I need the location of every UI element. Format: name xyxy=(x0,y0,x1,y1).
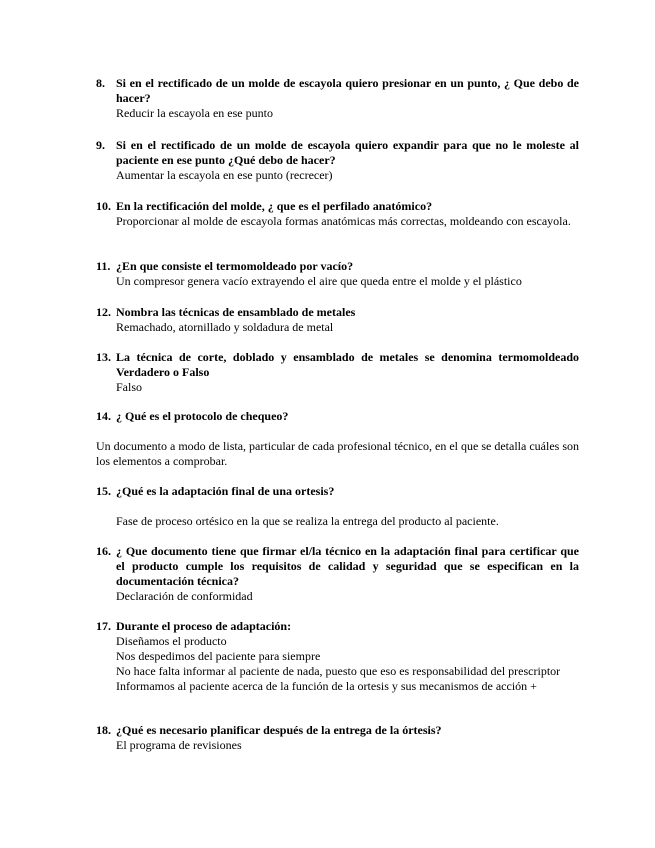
answer-text: El programa de revisiones xyxy=(116,738,242,752)
question-number: 16. xyxy=(96,544,111,558)
question-text: ¿Qué es la adaptación final de una ortesis? xyxy=(116,484,335,498)
question-text: Durante el proceso de adaptación: xyxy=(116,619,292,633)
question-number: 14. xyxy=(96,409,111,423)
answer-text: Aumentar la escayola en ese punto (recrecer) xyxy=(116,168,333,182)
question-item xyxy=(96,305,579,335)
answer-text: Remachado, atornillado y soldadura de metal xyxy=(116,320,334,334)
question-number: 18. xyxy=(96,723,111,737)
question-item xyxy=(96,259,579,289)
answer-text: Declaración de conformidad xyxy=(116,589,253,603)
question-text: ¿En que consiste el termomoldeado por vacío? xyxy=(116,259,354,273)
answer-text: Fase de proceso ortésico en la que se realiza la entrega del producto al paciente. xyxy=(116,514,499,528)
option-item: Informamos al paciente acerca de la función de la ortesis y sus mecanismos de acción + xyxy=(116,679,537,693)
question-item xyxy=(96,76,579,121)
question-number: 10. xyxy=(96,199,111,213)
question-number: 8. xyxy=(96,76,105,90)
question-item xyxy=(96,619,579,694)
question-item xyxy=(96,484,579,529)
option-item: Diseñamos el producto xyxy=(116,634,227,648)
question-text: ¿Qué es necesario planificar después de la entrega de la órtesis? xyxy=(116,723,442,737)
question-item xyxy=(96,409,579,469)
question-number: 13. xyxy=(96,350,111,364)
question-item xyxy=(96,138,579,183)
question-number: 17. xyxy=(96,619,111,633)
question-text: Si en el rectificado de un molde de escayola quiero presionar en un punto, ¿ Que debo de hacer? xyxy=(116,76,579,105)
answer-text: Un documento a modo de lista, particular de cada profesional técnico, en el que se detalla cuáles son los elementos a comprobar. xyxy=(96,439,579,468)
answer-text: Proporcionar al molde de escayola formas anatómicas más correctas, moldeando con escayola. xyxy=(116,214,571,228)
question-text: ¿ Que documento tiene que firmar el/la técnico en la adaptación final para certificar que el producto cumple los requisitos de calidad y seguridad que se especifican en la documentación técnica? xyxy=(116,544,579,588)
question-item xyxy=(96,199,579,229)
question-item xyxy=(96,350,579,395)
option-item: No hace falta informar al paciente de nada, puesto que eso es responsabilidad del prescriptor xyxy=(116,664,561,678)
question-item xyxy=(96,544,579,604)
question-text: La técnica de corte, doblado y ensamblado de metales se denomina termomoldeado Verdadero o Falso xyxy=(116,350,579,379)
question-item xyxy=(96,723,579,753)
question-number: 11. xyxy=(96,259,111,273)
answer-text: Falso xyxy=(116,380,143,394)
question-number: 9. xyxy=(96,138,105,152)
option-item: Nos despedimos del paciente para siempre xyxy=(116,649,321,663)
answer-text: Reducir la escayola en ese punto xyxy=(116,106,273,120)
question-number: 12. xyxy=(96,305,111,319)
question-text: Nombra las técnicas de ensamblado de metales xyxy=(116,305,356,319)
question-number: 15. xyxy=(96,484,111,498)
question-text: ¿ Qué es el protocolo de chequeo? xyxy=(116,409,289,423)
question-text: Si en el rectificado de un molde de escayola quiero expandir para que no le moleste al paciente en ese punto ¿Qué debo de hacer? xyxy=(116,138,579,167)
answer-text: Un compresor genera vacío extrayendo el aire que queda entre el molde y el plástico xyxy=(116,274,522,288)
question-text: En la rectificación del molde, ¿ que es el perfilado anatómico? xyxy=(116,199,433,213)
